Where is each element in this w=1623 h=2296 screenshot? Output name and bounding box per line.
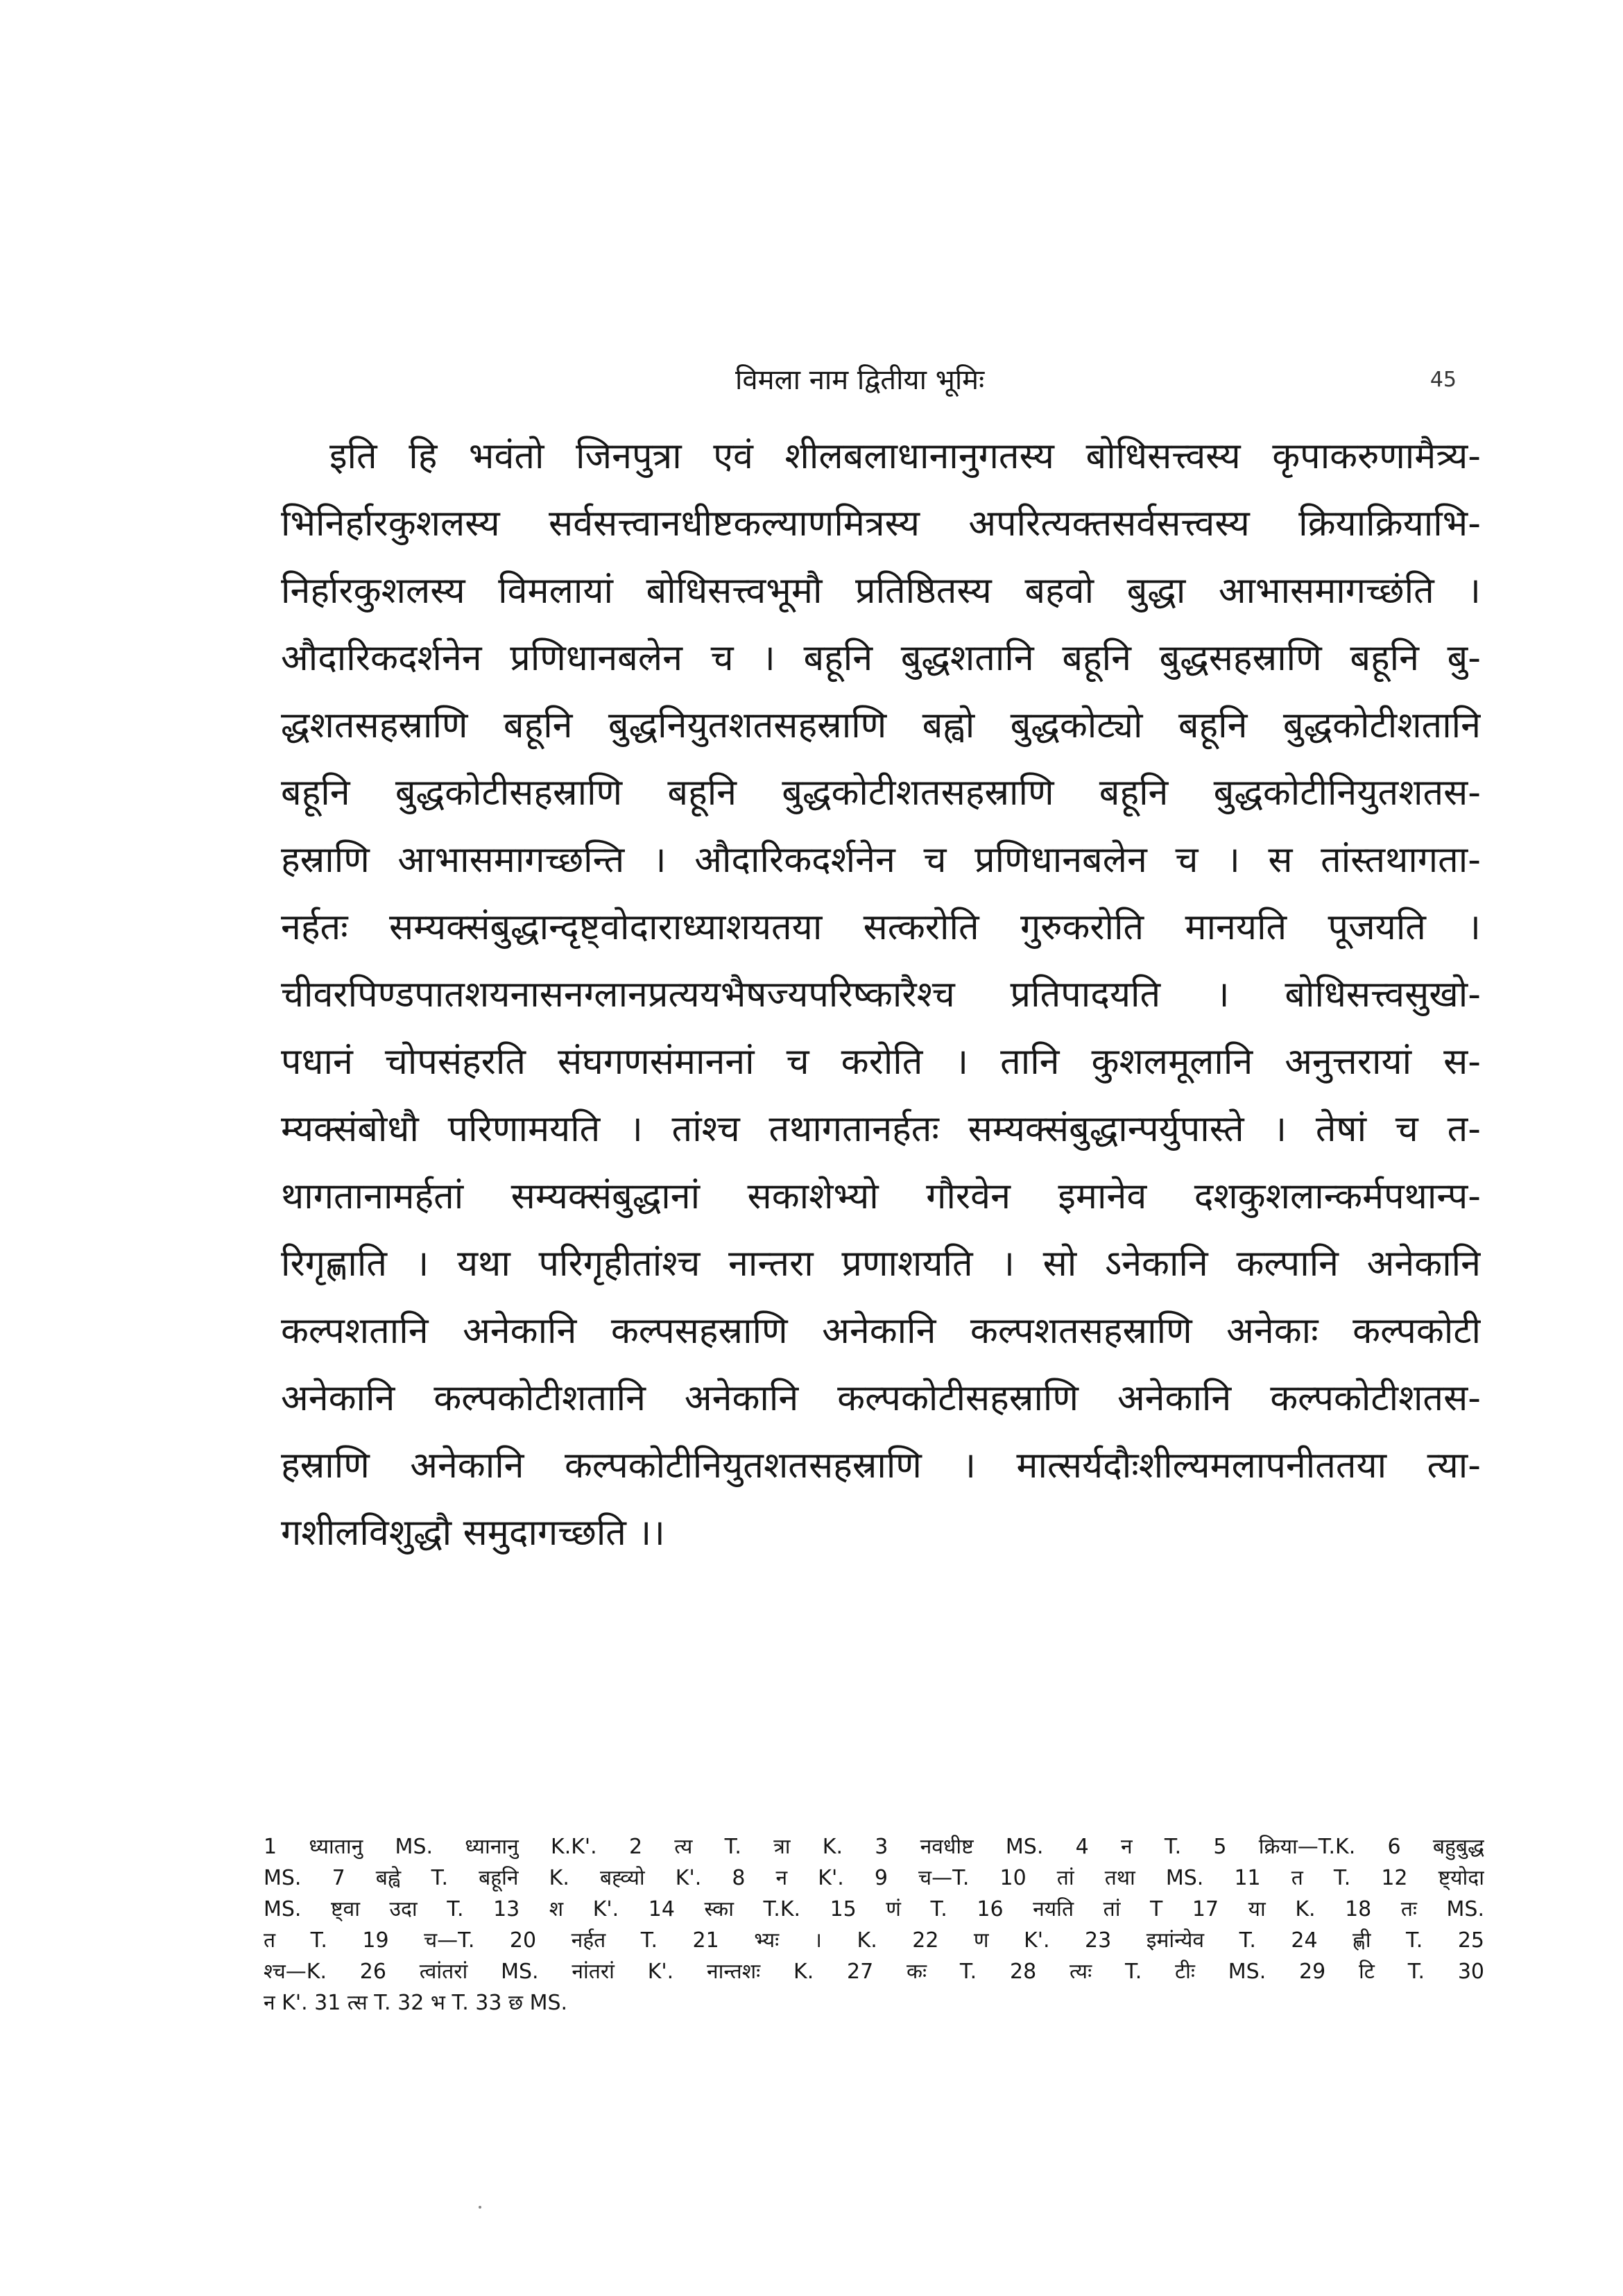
text-line: थागतानामर्हतां सम्यक्संबुद्धानां सकाशेभ्यो गौरवेन इमानेव दशकुशलान्कर्मपथान्प- xyxy=(281,1176,1481,1217)
footnote-line: न K'. 31 त्स T. 32 भ T. 33 छ MS. xyxy=(264,1991,568,2015)
text-line: पधानं चोपसंहरति संघगणसंमाननां च करोति । तानि कुशलमूलानि अनुत्तरायां स- xyxy=(281,1041,1481,1083)
footnote-line: MS. 7 बह्वे T. बहूनि K. बह्व्यो K'. 8 न K'. 9 च—T. 10 तां तथा MS. 11 त T. 12 ष्ट्योदा xyxy=(264,1866,1484,1890)
text-line: बहूनि बुद्धकोटीसहस्राणि बहूनि बुद्धकोटीशतसहस्राणि बहूनि बुद्धकोटीनियुतशतस- xyxy=(281,772,1481,814)
text-line: रिगृह्णाति । यथा परिगृहीतांश्च नान्तरा प्रणाशयति । सो ऽनेकानि कल्पानि अनेकानि xyxy=(281,1243,1481,1285)
footnote-line: MS. ष्ट्वा उदा T. 13 श K'. 14 स्का T.K. 15 णं T. 16 नयति तां T 17 या K. 18 तः MS. xyxy=(264,1897,1484,1921)
text-line: नर्हतः सम्यक्संबुद्धान्दृष्ट्वोदाराध्याशयतया सत्करोति गुरुकरोति मानयति पूजयति । xyxy=(281,907,1481,948)
main-text-block xyxy=(281,423,1481,1567)
text-line: निर्हारकुशलस्य विमलायां बोधिसत्त्वभूमौ प्रतिष्ठितस्य बहवो बुद्धा आभासमागच्छंति । xyxy=(281,570,1481,612)
text-line: अनेकानि कल्पकोटीशतानि अनेकानि कल्पकोटीसहस्राणि अनेकानि कल्पकोटीशतस- xyxy=(281,1378,1481,1419)
footnote-line: श्च—K. 26 त्वांतरां MS. नांतरां K'. नान्तशः K. 27 कः T. 28 त्यः T. टीः MS. 29 टि T. 30 xyxy=(264,1960,1484,1984)
text-line: औदारिकदर्शनेन प्रणिधानबलेन च । बहूनि बुद्धशतानि बहूनि बुद्धसहस्राणि बहूनि बु- xyxy=(281,637,1481,679)
text-line: गशीलविशुद्धौ समुदागच्छति ।। xyxy=(281,1512,665,1554)
text-line: हस्राणि आभासमागच्छन्ति । औदारिकदर्शनेन च प्रणिधानबलेन च । स तांस्तथागता- xyxy=(281,839,1481,881)
text-line: द्धशतसहस्राणि बहूनि बुद्धनियुतशतसहस्राणि बह्वो बुद्धकोट्यो बहूनि बुद्धकोटीशतानि xyxy=(281,705,1481,746)
text-line: कल्पशतानि अनेकानि कल्पसहस्राणि अनेकानि कल्पशतसहस्राणि अनेकाः कल्पकोटी xyxy=(281,1310,1481,1352)
text-line: हस्राणि अनेकानि कल्पकोटीनियुतशतसहस्राणि । मात्सर्यदौःशील्यमलापनीततया त्या- xyxy=(281,1445,1481,1487)
scan-speck xyxy=(479,2206,481,2209)
chapter-title: विमला नाम द्वितीया भूमिः xyxy=(735,364,985,396)
footnote-line: त T. 19 च—T. 20 नर्हत T. 21 भ्यः । K. 22 ण K'. 23 इमांन्येव T. 24 ह्णी T. 25 xyxy=(264,1928,1484,1953)
footnote-line: 1 ध्यातानु MS. ध्यानानु K.K'. 2 त्य T. त्रा K. 3 नवधीष्ट MS. 4 न T. 5 क्रिया—T.K. 6 बहुबुद्ध xyxy=(264,1835,1484,1859)
text-line: इति हि भवंतो जिनपुत्रा एवं शीलबलाधानानुगतस्य बोधिसत्त्वस्य कृपाकरुणामैत्र्य- xyxy=(329,436,1481,477)
text-line: भिनिर्हारकुशलस्य सर्वसत्त्वानधीष्टकल्याणमित्रस्य अपरित्यक्तसर्वसत्त्वस्य क्रियाक्रियाभि- xyxy=(281,503,1481,545)
running-header xyxy=(277,361,1457,402)
page-number: 45 xyxy=(1429,368,1457,392)
text-line: म्यक्संबोधौ परिणामयति । तांश्च तथागतानर्हतः सम्यक्संबुद्धान्पर्युपास्ते । तेषां च त- xyxy=(281,1108,1481,1150)
text-line: चीवरपिण्डपातशयनासनग्लानप्रत्ययभैषज्यपरिष्कारैश्च प्रतिपादयति । बोधिसत्त्वसुखो- xyxy=(281,974,1481,1016)
footnotes xyxy=(264,1831,1484,2019)
